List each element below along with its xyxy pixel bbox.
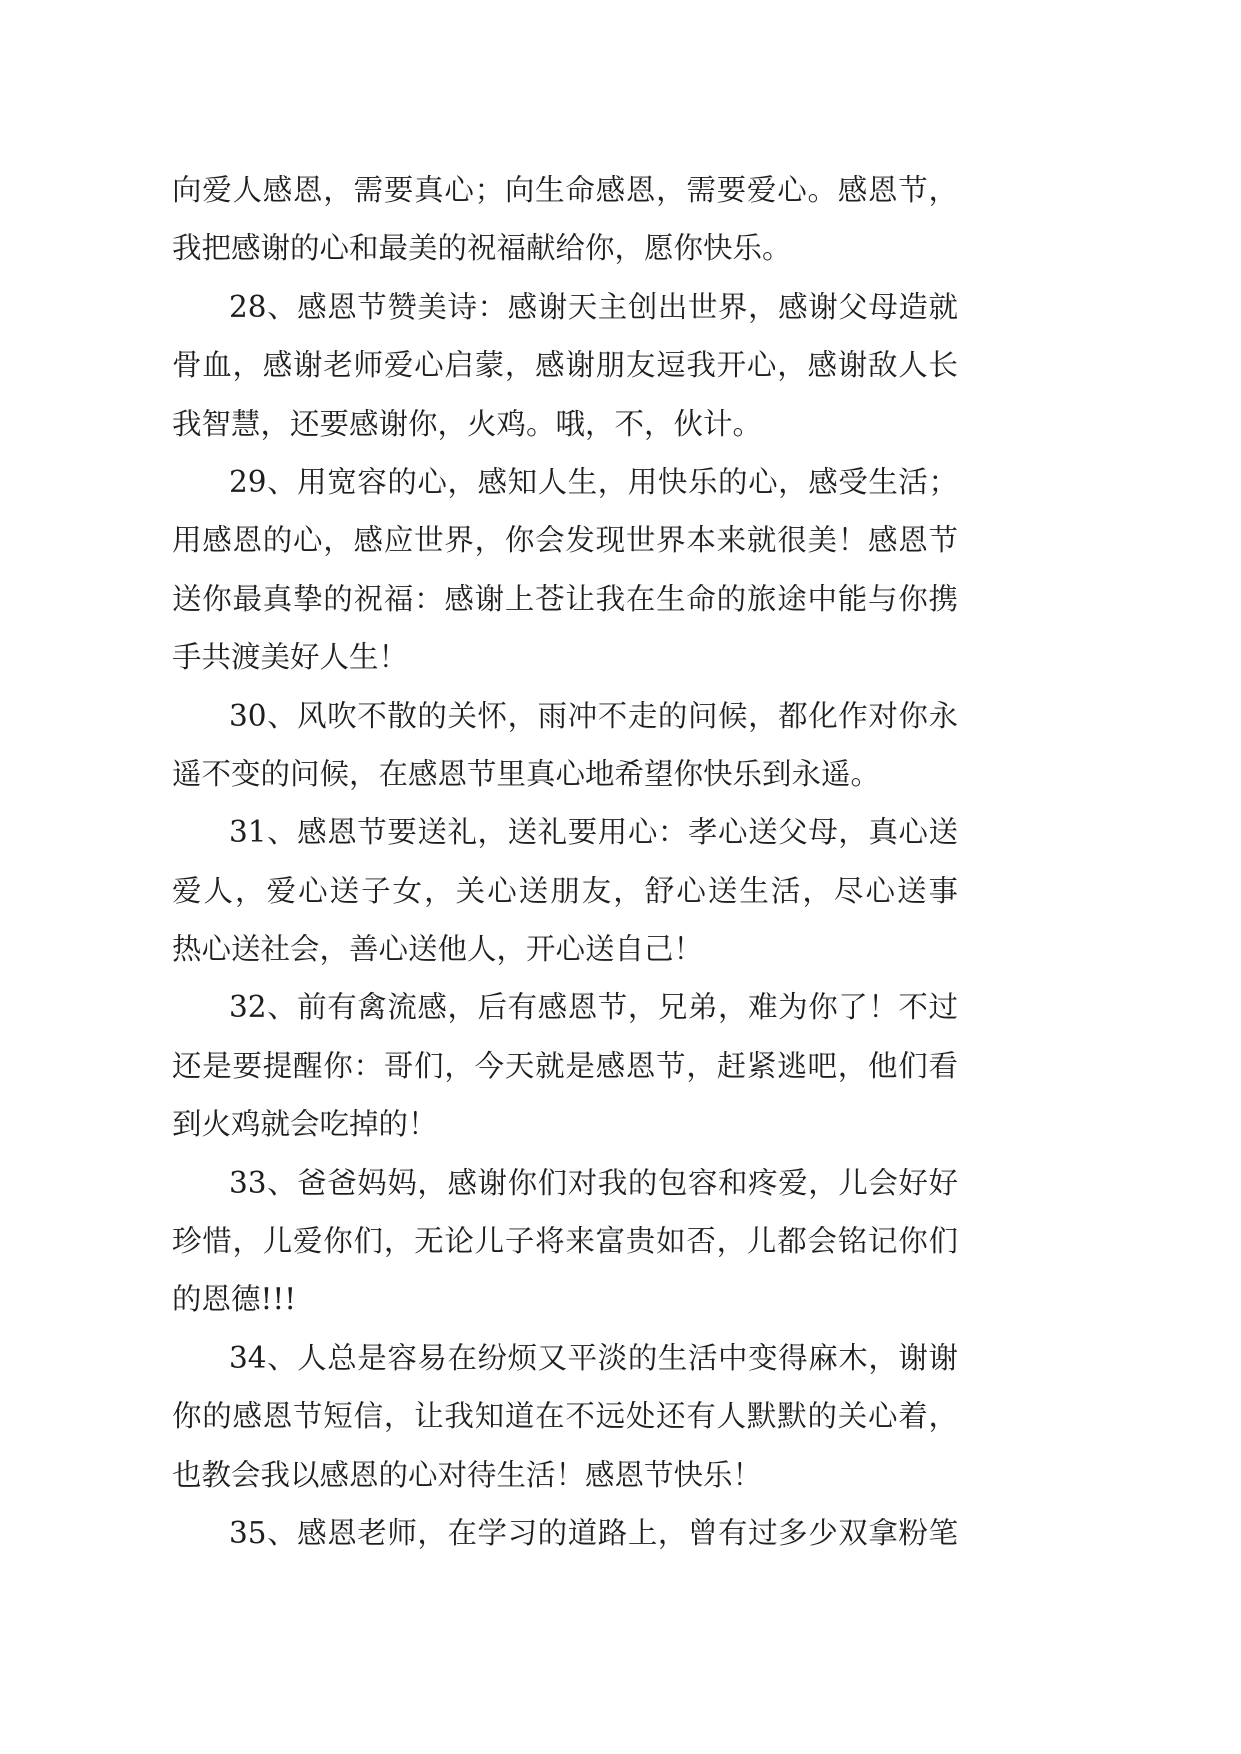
- text-line: 珍惜，儿爱你们，无论儿子将来富贵如否，儿都会铭记你们: [172, 1224, 958, 1259]
- text-line: 送你最真挚的祝福：感谢上苍让我在生命的旅途中能与你携: [172, 581, 958, 616]
- text-line: 29、用宽容的心，感知人生，用快乐的心，感受生活；: [229, 464, 958, 499]
- paragraph: [172, 1154, 958, 1329]
- text-line: 33、爸爸妈妈，感谢你们对我的包容和疼爱，儿会好好: [229, 1165, 958, 1200]
- document-body: [172, 161, 958, 1562]
- text-line: 手共渡美好人生！: [172, 640, 409, 675]
- text-line: 31、感恩节要送礼，送礼要用心：孝心送父母，真心送: [229, 815, 958, 850]
- paragraph: [172, 161, 958, 278]
- text-line: 用感恩的心，感应世界，你会发现世界本来就很美！感恩节: [172, 523, 958, 558]
- text-line: 也教会我以感恩的心对待生活！感恩节快乐！: [172, 1457, 763, 1492]
- text-line: 34、人总是容易在纷烦又平淡的生活中变得麻木，谢谢: [229, 1340, 958, 1375]
- text-line: 到火鸡就会吃掉的！: [172, 1107, 438, 1142]
- text-line: 爱人，爱心送子女，关心送朋友，舒心送生活，尽心送事: [172, 873, 958, 908]
- paragraph: [172, 453, 958, 687]
- text-line: 你的感恩节短信，让我知道在不远处还有人默默的关心着，: [172, 1399, 958, 1434]
- text-line: 向爱人感恩，需要真心；向生命感恩，需要爱心。感恩节，: [172, 173, 958, 207]
- text-line: 35、感恩老师，在学习的道路上，曾有过多少双拿粉笔: [229, 1515, 958, 1550]
- paragraph: [172, 803, 958, 978]
- text-line: 32、前有禽流感，后有感恩节，兄弟，难为你了！不过: [229, 990, 958, 1025]
- text-line: 还是要提醒你：哥们，今天就是感恩节，赶紧逃吧，他们看: [172, 1048, 958, 1083]
- text-line: 28、感恩节赞美诗：感谢天主创出世界，感谢父母造就: [229, 289, 958, 324]
- paragraph: [172, 1504, 958, 1562]
- text-line: 我智慧，还要感谢你，火鸡。哦，不，伙计。: [172, 406, 763, 441]
- text-line: 30、风吹不散的关怀，雨冲不走的问候，都化作对你永: [229, 698, 958, 733]
- text-line: 的恩德!!!: [172, 1282, 297, 1317]
- text-line: 热心送社会，善心送他人，开心送自己！: [172, 932, 704, 967]
- paragraph: [172, 978, 958, 1153]
- paragraph: [172, 278, 958, 453]
- paragraph: [172, 687, 958, 804]
- paragraph: [172, 1329, 958, 1504]
- text-line: 骨血，感谢老师爱心启蒙，感谢朋友逗我开心，感谢敌人长: [172, 348, 958, 383]
- text-line: 遥不变的问候，在感恩节里真心地希望你快乐到永遥。: [172, 756, 881, 791]
- text-line: 我把感谢的心和最美的祝福献给你，愿你快乐。: [172, 231, 792, 266]
